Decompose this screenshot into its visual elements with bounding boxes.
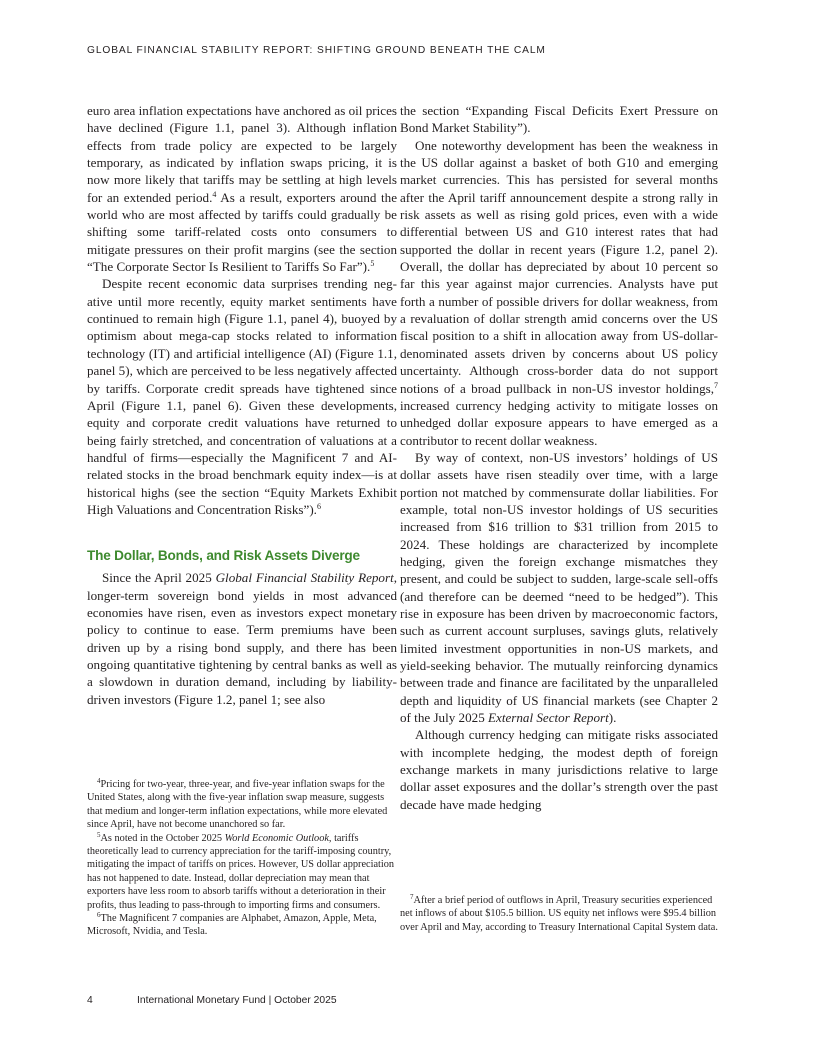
paragraph-inflation-expectations: euro area inflation expectations have anchored as oil prices have declined (Figure 1.1, panel 3). Although inflation effects from trade policy are expected to be largely temporary, as indicated by inflation swaps pricing, it is now more likely that tariffs may be settling at high levels for an extended period.$^4$ As a result, exporters around the world who are most affected by tariffs could gradually be shifting some tariff-related costs onto consumers to mitigate pressures on their profit margins (see the section “The Corporate Sector Is Resilient to Tariffs So Far”).$^5$ (87, 103, 398, 275)
footnotes-left (87, 778, 397, 939)
page-footer (87, 995, 337, 1006)
right-column (400, 102, 718, 813)
footnote-6: $^6$The Magnificent 7 companies are Alphabet, Amazon, Apple, Meta, Microsoft, Nvidia, and Tesla. (87, 911, 377, 938)
footnote-4: $^4$Pricing for two-year, three-year, and five-year inflation swaps for the United States, along with the five-year inflation swap measure, suggests that medium and longer-term inflation expectations, while more elevated since April, have not become unanchored so far. (87, 777, 388, 831)
paragraph-continuation: the section “Expanding Fiscal Deficits Exert Pressure on Bond Market Stability”). (400, 103, 718, 136)
section-heading: The Dollar, Bonds, and Risk Assets Diverge (87, 548, 360, 564)
footnote-5: $^5$As noted in the October 2025 World Economic Outlook, tariffs theoretically lead to currency appreciation for the tariff-imposing country, mitigating the impact of tariffs on prices. However, US dollar appreciation has not happened to date. Instead, dollar depreciation may mean that exporters have less room to absorb tariffs without a deterioration in their profits, thus leading to pass-through to importing firms and consumers. (87, 830, 395, 911)
publisher-line: International Monetary Fund | October 2025 (137, 995, 337, 1006)
footnote-ref-4[interactable]: 4 (212, 189, 217, 199)
footnotes-right (400, 894, 718, 934)
footnote-7: $^7$After a brief period of outflows in April, Treasury securities experienced net inflows of about $105.5 billion. US equity net inflows were $95.4 billion over April and May, according to Treasury International Capital System data. (400, 893, 718, 933)
paragraph-equity-sentiment: Despite recent economic data surprises trending negative until more recently, equity market sentiments have continued to remain high (Figure 1.1, panel 4), buoyed by optimism about mega-cap stocks related to information technology (IT) and artificial intelligence (AI) (Figure 1.1, panel 5), which are perceived to be less negatively affected by tariffs. Corporate credit spreads have tightened since April (Figure 1.1, panel 6). Given these developments, equity and corporate credit valuations have returned to being fairly stretched, and concentration of valuations at a handful of firms—especially the Magnificent 7 and AI-related stocks in the broad benchmark equity index—is at historical highs (see the section “Equity Markets Exhibit High Valuations and Concentration Risks”).$^6$ (87, 276, 397, 517)
left-column (87, 102, 397, 708)
footnote-ref-7[interactable]: 7 (714, 380, 718, 390)
footnote-ref-5[interactable]: 5 (370, 259, 375, 269)
paragraph-bond-yields: Since the April 2025 Global Financial Stability Report, longer-term sovereign bond yields in most advanced economies have risen, even as investors expect monetary policy to continue to ease. Term premiums have been driven up by a rising bond supply, and there has been ongoing quantitative tightening by central banks as well as a slowdown in duration demand, including by liability-driven investors (Figure 1.2, panel 1; see also (87, 570, 397, 707)
paragraph-dollar-weakness: One noteworthy development has been the weakness in the US dollar against a basket of both G10 and emerging market currencies. This has persisted for several months after the April tariff announcement despite a strong rally in risk assets as well as rising gold prices, even with a wide differential between US and G10 interest rates that had supported the dollar in recent years (Figure 1.2, panel 2). Overall, the dollar has depreciated by about 10 percent so far this year against major currencies. Analysts have put forth a number of possible drivers for dollar weakness, from a revaluation of dollar strength amid concerns over the US fiscal position to a shift in allocation away from US-dollar-denominated assets driven by concerns about US policy uncertainty. Although cross-border data do not support notions of a broad pullback in non-US investor holdings,$^7$ increased currency hedging activity to mitigate losses on unhedged dollar exposure appears to have emerged as a contributor to recent dollar weakness. (400, 137, 718, 448)
page-number: 4 (87, 995, 93, 1006)
paragraph-non-us-holdings: By way of context, non-US investors’ holdings of US dollar assets have risen steadily over time, with a large portion not matched by commensurate dollar liabilities. For example, total non-US investor holdings of US securities increased from $16 trillion to $31 trillion from 2015 to 2024. These holdings are characterized by incomplete hedging, given the foreign exchange mismatches they present, and could be subject to sudden, large-scale sell-offs (and therefore can be deemed “need to be hedged”). This rise in exposure has been driven by macroeconomic factors, such as current account surpluses, savings gluts, relatively limited investment opportunities in non-US markets, and yield-seeking behavior. The mutually reinforcing dynamics between trade and finance are facilitated by the unparalleled depth and liquidity of US financial markets (see Chapter 2 of the July 2025 External Sector Report). (400, 449, 718, 726)
footnote-ref-6[interactable]: 6 (316, 501, 321, 511)
paragraph-currency-hedging: Although currency hedging can mitigate risks associated with incomplete hedging, the modest depth of foreign exchange markets in many jurisdictions relative to large dollar asset exposures and the dollar’s strength over the past decade have made hedging (400, 727, 718, 812)
running-head-title: GLOBAL FINANCIAL STABILITY REPORT: SHIFTING GROUND BENEATH THE CALM (87, 45, 546, 56)
